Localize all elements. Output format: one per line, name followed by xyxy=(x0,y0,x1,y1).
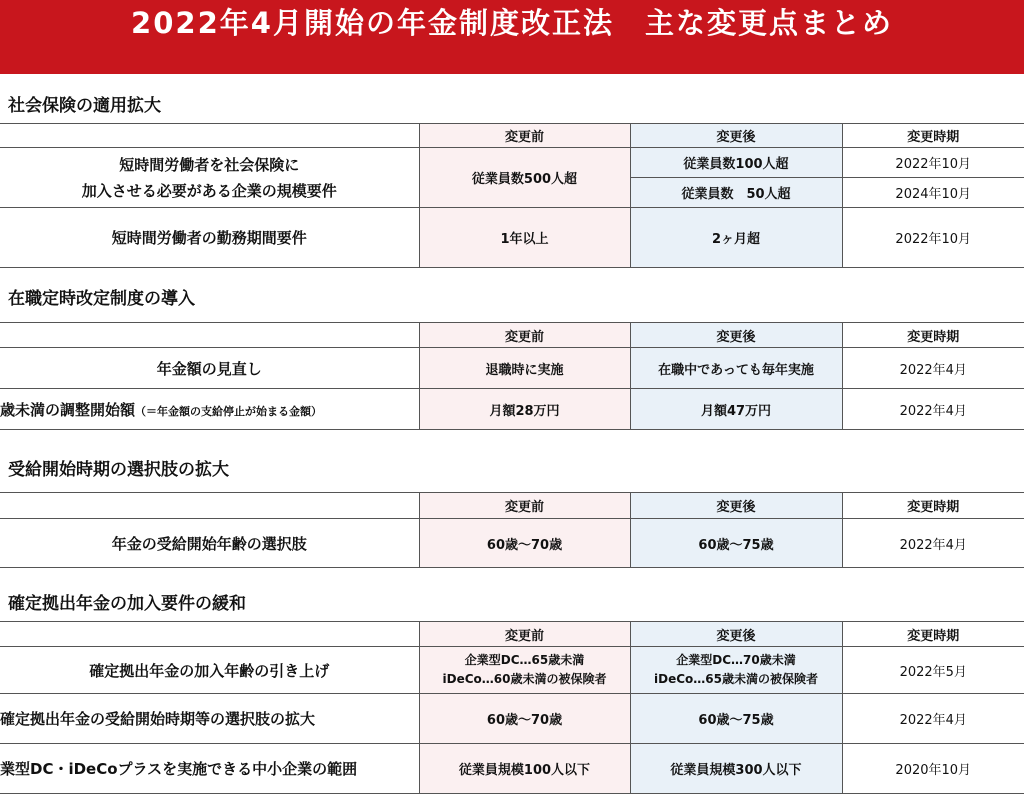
row-label: 短時間労働者の勤務期間要件 xyxy=(0,208,419,268)
section-title-in-service-revision: 在職定時改定制度の導入 xyxy=(8,289,195,309)
row-before-value: 従業員規模100人以下 xyxy=(419,744,630,794)
row-after-value: 従業員規模300人以下 xyxy=(630,744,842,794)
header-when: 変更時期 xyxy=(842,124,1024,148)
row-label: 確定拠出年金の受給開始時期等の選択肢の拡大 xyxy=(0,694,419,744)
section-title-dc-requirements: 確定拠出年金の加入要件の緩和 xyxy=(8,594,246,614)
row-before-value: 60歳〜70歳 xyxy=(419,694,630,744)
row-after-value: 従業員数 50人超 xyxy=(630,178,842,208)
table-row xyxy=(0,389,1024,430)
row-when-value: 2022年10月 xyxy=(842,208,1024,268)
header-when: 変更時期 xyxy=(842,323,1024,348)
row-when-value: 2020年10月 xyxy=(842,744,1024,794)
table-row xyxy=(0,148,1024,178)
header-before: 変更前 xyxy=(419,124,630,148)
row-label: 年金額の見直し xyxy=(0,348,419,389)
page-title-banner xyxy=(0,0,1024,74)
row-after-value: 60歳〜75歳 xyxy=(630,694,842,744)
header-when: 変更時期 xyxy=(842,622,1024,647)
row-after-value: 60歳〜75歳 xyxy=(630,519,842,568)
header-after: 変更後 xyxy=(630,323,842,348)
table-header-row xyxy=(0,124,1024,148)
row-after-value: 月額47万円 xyxy=(630,389,842,430)
section-title-pension-start-options: 受給開始時期の選択肢の拡大 xyxy=(8,460,229,480)
row-before-value: 60歳〜70歳 xyxy=(419,519,630,568)
row-when-value: 2022年4月 xyxy=(842,519,1024,568)
table-row xyxy=(0,694,1024,744)
table-header-row xyxy=(0,493,1024,519)
row-before-line: 企業型DC…65歳未満 xyxy=(464,653,585,667)
row-before-value: 月額28万円 xyxy=(419,389,630,430)
row-after-value xyxy=(630,647,842,694)
row-when-value: 2024年10月 xyxy=(842,178,1024,208)
table-in-service-revision xyxy=(0,322,1024,430)
header-after: 変更後 xyxy=(630,124,842,148)
header-before: 変更前 xyxy=(419,493,630,519)
table-social-insurance xyxy=(0,123,1024,268)
row-after-line: 企業型DC…70歳未満 xyxy=(676,653,796,667)
header-before: 変更前 xyxy=(419,622,630,647)
row-label xyxy=(0,148,419,208)
row-when-value: 2022年10月 xyxy=(842,148,1024,178)
page-title: 2022年4月開始の年金制度改正法 主な変更点まとめ xyxy=(131,5,893,40)
table-header-row xyxy=(0,622,1024,647)
row-label-line: 短時間労働者を社会保険に xyxy=(119,155,300,174)
row-label: 確定拠出年金の加入年齢の引き上げ xyxy=(0,647,419,694)
row-label xyxy=(0,389,419,430)
row-label-text: 歳未満の調整開始額 xyxy=(0,400,136,419)
table-header-row xyxy=(0,323,1024,348)
header-after: 変更後 xyxy=(630,493,842,519)
header-blank xyxy=(0,323,419,348)
row-before-value: 従業員数500人超 xyxy=(419,148,630,208)
row-label-line: 加入させる必要がある企業の規模要件 xyxy=(81,181,337,200)
header-blank xyxy=(0,622,419,647)
row-before-value xyxy=(419,647,630,694)
section-title-social-insurance: 社会保険の適用拡大 xyxy=(8,96,161,116)
header-blank xyxy=(0,124,419,148)
row-after-line: iDeCo…65歳未満の被保険者 xyxy=(654,672,818,686)
table-dc-requirements xyxy=(0,621,1024,794)
table-row xyxy=(0,208,1024,268)
header-after: 変更後 xyxy=(630,622,842,647)
table-row xyxy=(0,519,1024,568)
row-when-value: 2022年4月 xyxy=(842,694,1024,744)
row-when-value: 2022年5月 xyxy=(842,647,1024,694)
table-row xyxy=(0,744,1024,794)
row-label: 年金の受給開始年齢の選択肢 xyxy=(0,519,419,568)
row-before-value: 退職時に実施 xyxy=(419,348,630,389)
row-label: 業型DC・iDeCoプラスを実施できる中小企業の範囲 xyxy=(0,744,419,794)
header-blank xyxy=(0,493,419,519)
row-after-value: 従業員数100人超 xyxy=(630,148,842,178)
row-when-value: 2022年4月 xyxy=(842,348,1024,389)
header-before: 変更前 xyxy=(419,323,630,348)
row-when-value: 2022年4月 xyxy=(842,389,1024,430)
row-after-value: 在職中であっても毎年実施 xyxy=(630,348,842,389)
row-after-value: 2ヶ月超 xyxy=(630,208,842,268)
table-pension-start-options xyxy=(0,492,1024,568)
header-when: 変更時期 xyxy=(842,493,1024,519)
row-before-line: iDeCo…60歳未満の被保険者 xyxy=(442,672,607,686)
table-row xyxy=(0,348,1024,389)
table-row xyxy=(0,647,1024,694)
row-label-note: （＝年金額の支給停止が始まる金額） xyxy=(135,404,323,418)
row-before-value: 1年以上 xyxy=(419,208,630,268)
